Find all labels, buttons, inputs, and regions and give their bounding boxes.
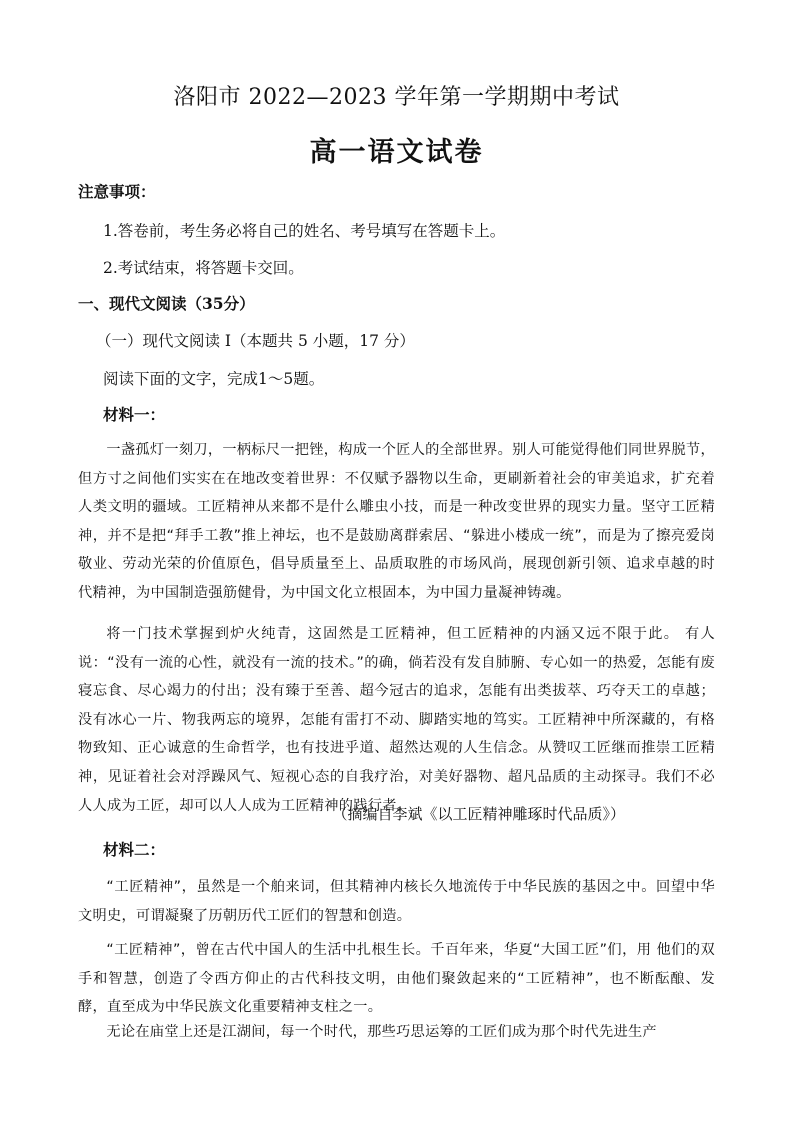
notice-item-2: 2.考试结束，将答题卡交回。 bbox=[103, 259, 304, 277]
material-one-heading: 材料一： bbox=[103, 405, 166, 424]
notice-heading: 注意事项： bbox=[78, 182, 156, 201]
notice-item-1: 1.答卷前，考生务必将自己的姓名、考号填写在答题卡上。 bbox=[103, 222, 506, 240]
material-one-paragraph: 将一门技术掌握到炉火纯青，这固然是工匠精神，但工匠精神的内涵又远不限于此。 有人说：“没有一流的心性，就没有一流的技术。”的确，倘若没有发自肺腑、专心如一的热爱，怎能有废寝忘食、尽心竭力的付出；没有臻于至善、超今冠古的追求，怎能有出类拔萃、巧夺天工的卓越；没有冰心一片、物我两忘的境界，怎能有雷打不动、脚踏实地的笃实。工匠精神中所深藏的，有格物致知、正心诚意的生命哲学，也有技进乎道、超然达观的人生信念。从赞叹工匠继而推崇工匠精神，见证着社会对浮躁风气、短视心态的自我疗治，对美好器物、超凡品质的主动探寻。我们不必人人成为工匠，却可以人人成为工匠精神的践行者。 bbox=[78, 626, 715, 814]
section-sub-heading: （一）现代文阅读 I（本题共 5 小题，17 分） bbox=[96, 332, 415, 350]
section-heading: 一、现代文阅读（35分） bbox=[78, 294, 255, 313]
material-two-heading: 材料二： bbox=[103, 840, 166, 859]
material-two-paragraph: “工匠精神”，曾在古代中国人的生活中扎根生长。千百年来，华夏“大国工匠”们，用 他们的双手和智慧，创造了令西方仰止的古代科技文明，由他们聚敛起来的“工匠精神”，也不断酝酿、发酵，直至成为中华民族文化重要精神支柱之一。 bbox=[78, 942, 715, 1016]
material-two-paragraph: “工匠精神”，虽然是一个舶来词，但其精神内核长久地流传于中华民族的基因之中。回望中华文明史，可谓凝聚了历朝历代工匠们的智慧和创造。 bbox=[78, 879, 715, 924]
material-two-paragraph: 无论在庙堂上还是江湖间，每一个时代，那些巧思运筹的工匠们成为那个时代先进生产 bbox=[106, 1024, 657, 1040]
material-one-paragraph: 一盏孤灯一刻刀，一柄标尺一把锉，构成一个匠人的全部世界。别人可能觉得他们同世界脱节，但方寸之间他们实实在在地改变着世界：不仅赋予器物以生命，更刷新着社会的审美追求，扩充着人类文明的疆域。工匠精神从来都不是什么雕虫小技，而是一种改变世界的现实力量。坚守工匠精神，并不是把“拜手工教”推上神坛，也不是鼓励离群索居、“躲进小楼成一统”，而是为了擦亮爱岗敬业、劳动光荣的价值原色，倡导质量至上、品质取胜的市场风尚，展现创新引领、追求卓越的时代精神，为中国制造强筋健骨，为中国文化立根固本，为中国力量凝神铸魂。 bbox=[78, 442, 715, 601]
reading-instruction: 阅读下面的文字，完成1～5题。 bbox=[103, 370, 325, 388]
exam-title: 洛阳市 2022—2023 学年第一学期期中考试 bbox=[173, 85, 620, 110]
material-one-source: （摘编自李斌《以工匠精神雕琢时代品质》） bbox=[332, 805, 625, 823]
paper-title: 高一语文试卷 bbox=[309, 137, 484, 168]
